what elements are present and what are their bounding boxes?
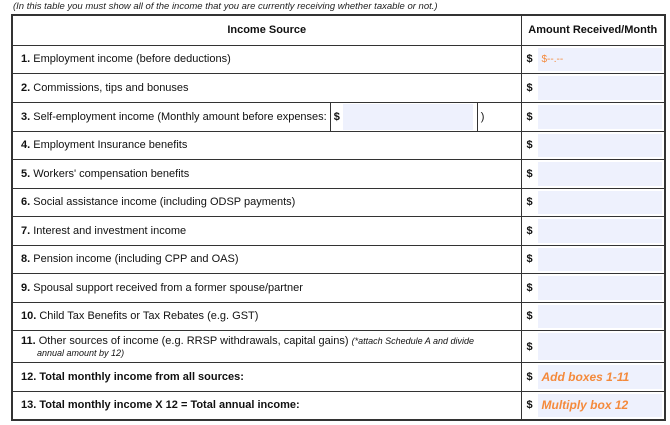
row-number: 4. xyxy=(21,139,31,152)
interest-income-field[interactable] xyxy=(538,219,663,243)
income-source-cell xyxy=(12,74,521,103)
row-number: 8. xyxy=(21,253,31,266)
table-row xyxy=(12,160,665,189)
amount-cell xyxy=(521,363,665,392)
dollar-sign: $ xyxy=(526,370,533,383)
row-number: 13. xyxy=(21,399,37,411)
self-employment-gross-box xyxy=(330,103,478,131)
total-annual-income-field[interactable]: Multiply box 12 xyxy=(538,394,663,417)
dollar-sign: $ xyxy=(526,399,533,411)
table-row xyxy=(12,102,665,131)
employment-income-field[interactable]: $--.-- xyxy=(538,48,663,72)
amount-cell xyxy=(521,131,665,160)
row-number: 3. xyxy=(21,110,31,123)
child-tax-benefits-field[interactable] xyxy=(538,305,663,329)
amount-cell xyxy=(521,391,665,420)
income-source-cell xyxy=(12,188,521,217)
self-employment-field[interactable] xyxy=(538,105,663,129)
income-source-header: Income Source xyxy=(12,15,521,45)
dollar-sign: $ xyxy=(526,139,533,152)
row-label: Employment income (before deductions) xyxy=(33,53,231,66)
dollar-sign: $ xyxy=(526,53,533,66)
table-row xyxy=(12,74,665,103)
dollar-sign: $ xyxy=(526,253,533,266)
row-label: Pension income (including CPP and OAS) xyxy=(33,253,239,266)
dollar-sign: $ xyxy=(526,224,533,237)
row-number: 11. xyxy=(21,335,36,347)
pension-income-field[interactable] xyxy=(538,248,663,272)
income-table xyxy=(11,14,666,421)
row-label: Total monthly income X 12 = Total annual income: xyxy=(39,399,300,411)
dollar-sign: $ xyxy=(526,81,533,94)
other-income-field[interactable] xyxy=(538,333,663,360)
row-number: 10. xyxy=(21,310,37,323)
workers-comp-field[interactable] xyxy=(538,162,663,186)
table-row xyxy=(12,45,665,74)
dollar-sign: $ xyxy=(526,310,533,323)
dollar-sign: $ xyxy=(526,167,533,180)
self-employment-label xyxy=(13,103,327,131)
row-number: 12. xyxy=(21,370,37,383)
income-source-cell xyxy=(12,274,521,303)
close-paren: ) xyxy=(480,110,485,123)
ei-benefits-field[interactable] xyxy=(538,134,663,158)
income-source-cell xyxy=(12,102,521,131)
table-row xyxy=(12,274,665,303)
dollar-sign: $ xyxy=(333,110,340,123)
income-source-cell xyxy=(12,217,521,246)
row-label: Other sources of income (e.g. RRSP withdrawals, capital gains) xyxy=(38,335,349,347)
row-note-continued: annual amount by 12) xyxy=(37,348,125,358)
row-number: 7. xyxy=(21,224,31,237)
amount-cell xyxy=(521,188,665,217)
amount-cell xyxy=(521,102,665,131)
amount-cell xyxy=(521,45,665,74)
spousal-support-field[interactable] xyxy=(538,276,663,300)
row-label: Spousal support received from a former spouse/partner xyxy=(33,281,303,294)
total-monthly-income-field[interactable]: Add boxes 1-11 xyxy=(538,365,663,389)
row-number: 5. xyxy=(21,167,31,180)
table-row xyxy=(12,302,665,331)
amount-cell xyxy=(521,274,665,303)
self-employment-wrap xyxy=(13,103,521,131)
self-employment-gross-field[interactable] xyxy=(343,104,473,130)
income-source-cell xyxy=(12,331,521,363)
row-number: 2. xyxy=(21,81,31,94)
row-number: 9. xyxy=(21,281,31,294)
amount-cell xyxy=(521,160,665,189)
row-note: (*attach Schedule A and divide xyxy=(351,336,474,346)
social-assistance-field[interactable] xyxy=(538,191,663,215)
row-label: Child Tax Benefits or Tax Rebates (e.g. GST) xyxy=(39,310,259,323)
row-label: Workers' compensation benefits xyxy=(33,167,190,180)
table-row xyxy=(12,331,665,363)
amount-cell xyxy=(521,245,665,274)
income-source-cell xyxy=(12,245,521,274)
row-label: Social assistance income (including ODSP payments) xyxy=(33,196,296,209)
table-header-row xyxy=(12,15,665,45)
amount-cell xyxy=(521,74,665,103)
row-number: 6. xyxy=(21,196,31,209)
table-row xyxy=(12,131,665,160)
income-source-cell xyxy=(12,363,521,392)
dollar-sign: $ xyxy=(526,281,533,294)
table-row xyxy=(12,245,665,274)
income-source-cell xyxy=(12,160,521,189)
amount-cell xyxy=(521,331,665,363)
row-label: Self-employment income (Monthly amount before expenses: xyxy=(33,110,327,123)
amount-header: Amount Received/Month xyxy=(521,15,665,45)
income-source-cell xyxy=(12,131,521,160)
row-number: 1. xyxy=(21,53,31,66)
commissions-field[interactable] xyxy=(538,76,663,100)
table-row xyxy=(12,363,665,392)
row-label: Employment Insurance benefits xyxy=(33,139,188,152)
row-label: Total monthly income from all sources: xyxy=(39,370,244,383)
row-label: Interest and investment income xyxy=(33,224,187,237)
dollar-sign: $ xyxy=(526,340,533,353)
dollar-sign: $ xyxy=(526,110,533,123)
income-source-cell xyxy=(12,302,521,331)
table-row xyxy=(12,391,665,420)
row-label: Commissions, tips and bonuses xyxy=(33,81,189,94)
amount-cell xyxy=(521,217,665,246)
table-instructions: (In this table you must show all of the income that you are currently receiving whether taxable or not.) xyxy=(13,1,438,12)
table-row xyxy=(12,188,665,217)
income-source-cell xyxy=(12,391,521,420)
dollar-sign: $ xyxy=(526,196,533,209)
amount-cell xyxy=(521,302,665,331)
income-source-cell xyxy=(12,45,521,74)
table-row xyxy=(12,217,665,246)
